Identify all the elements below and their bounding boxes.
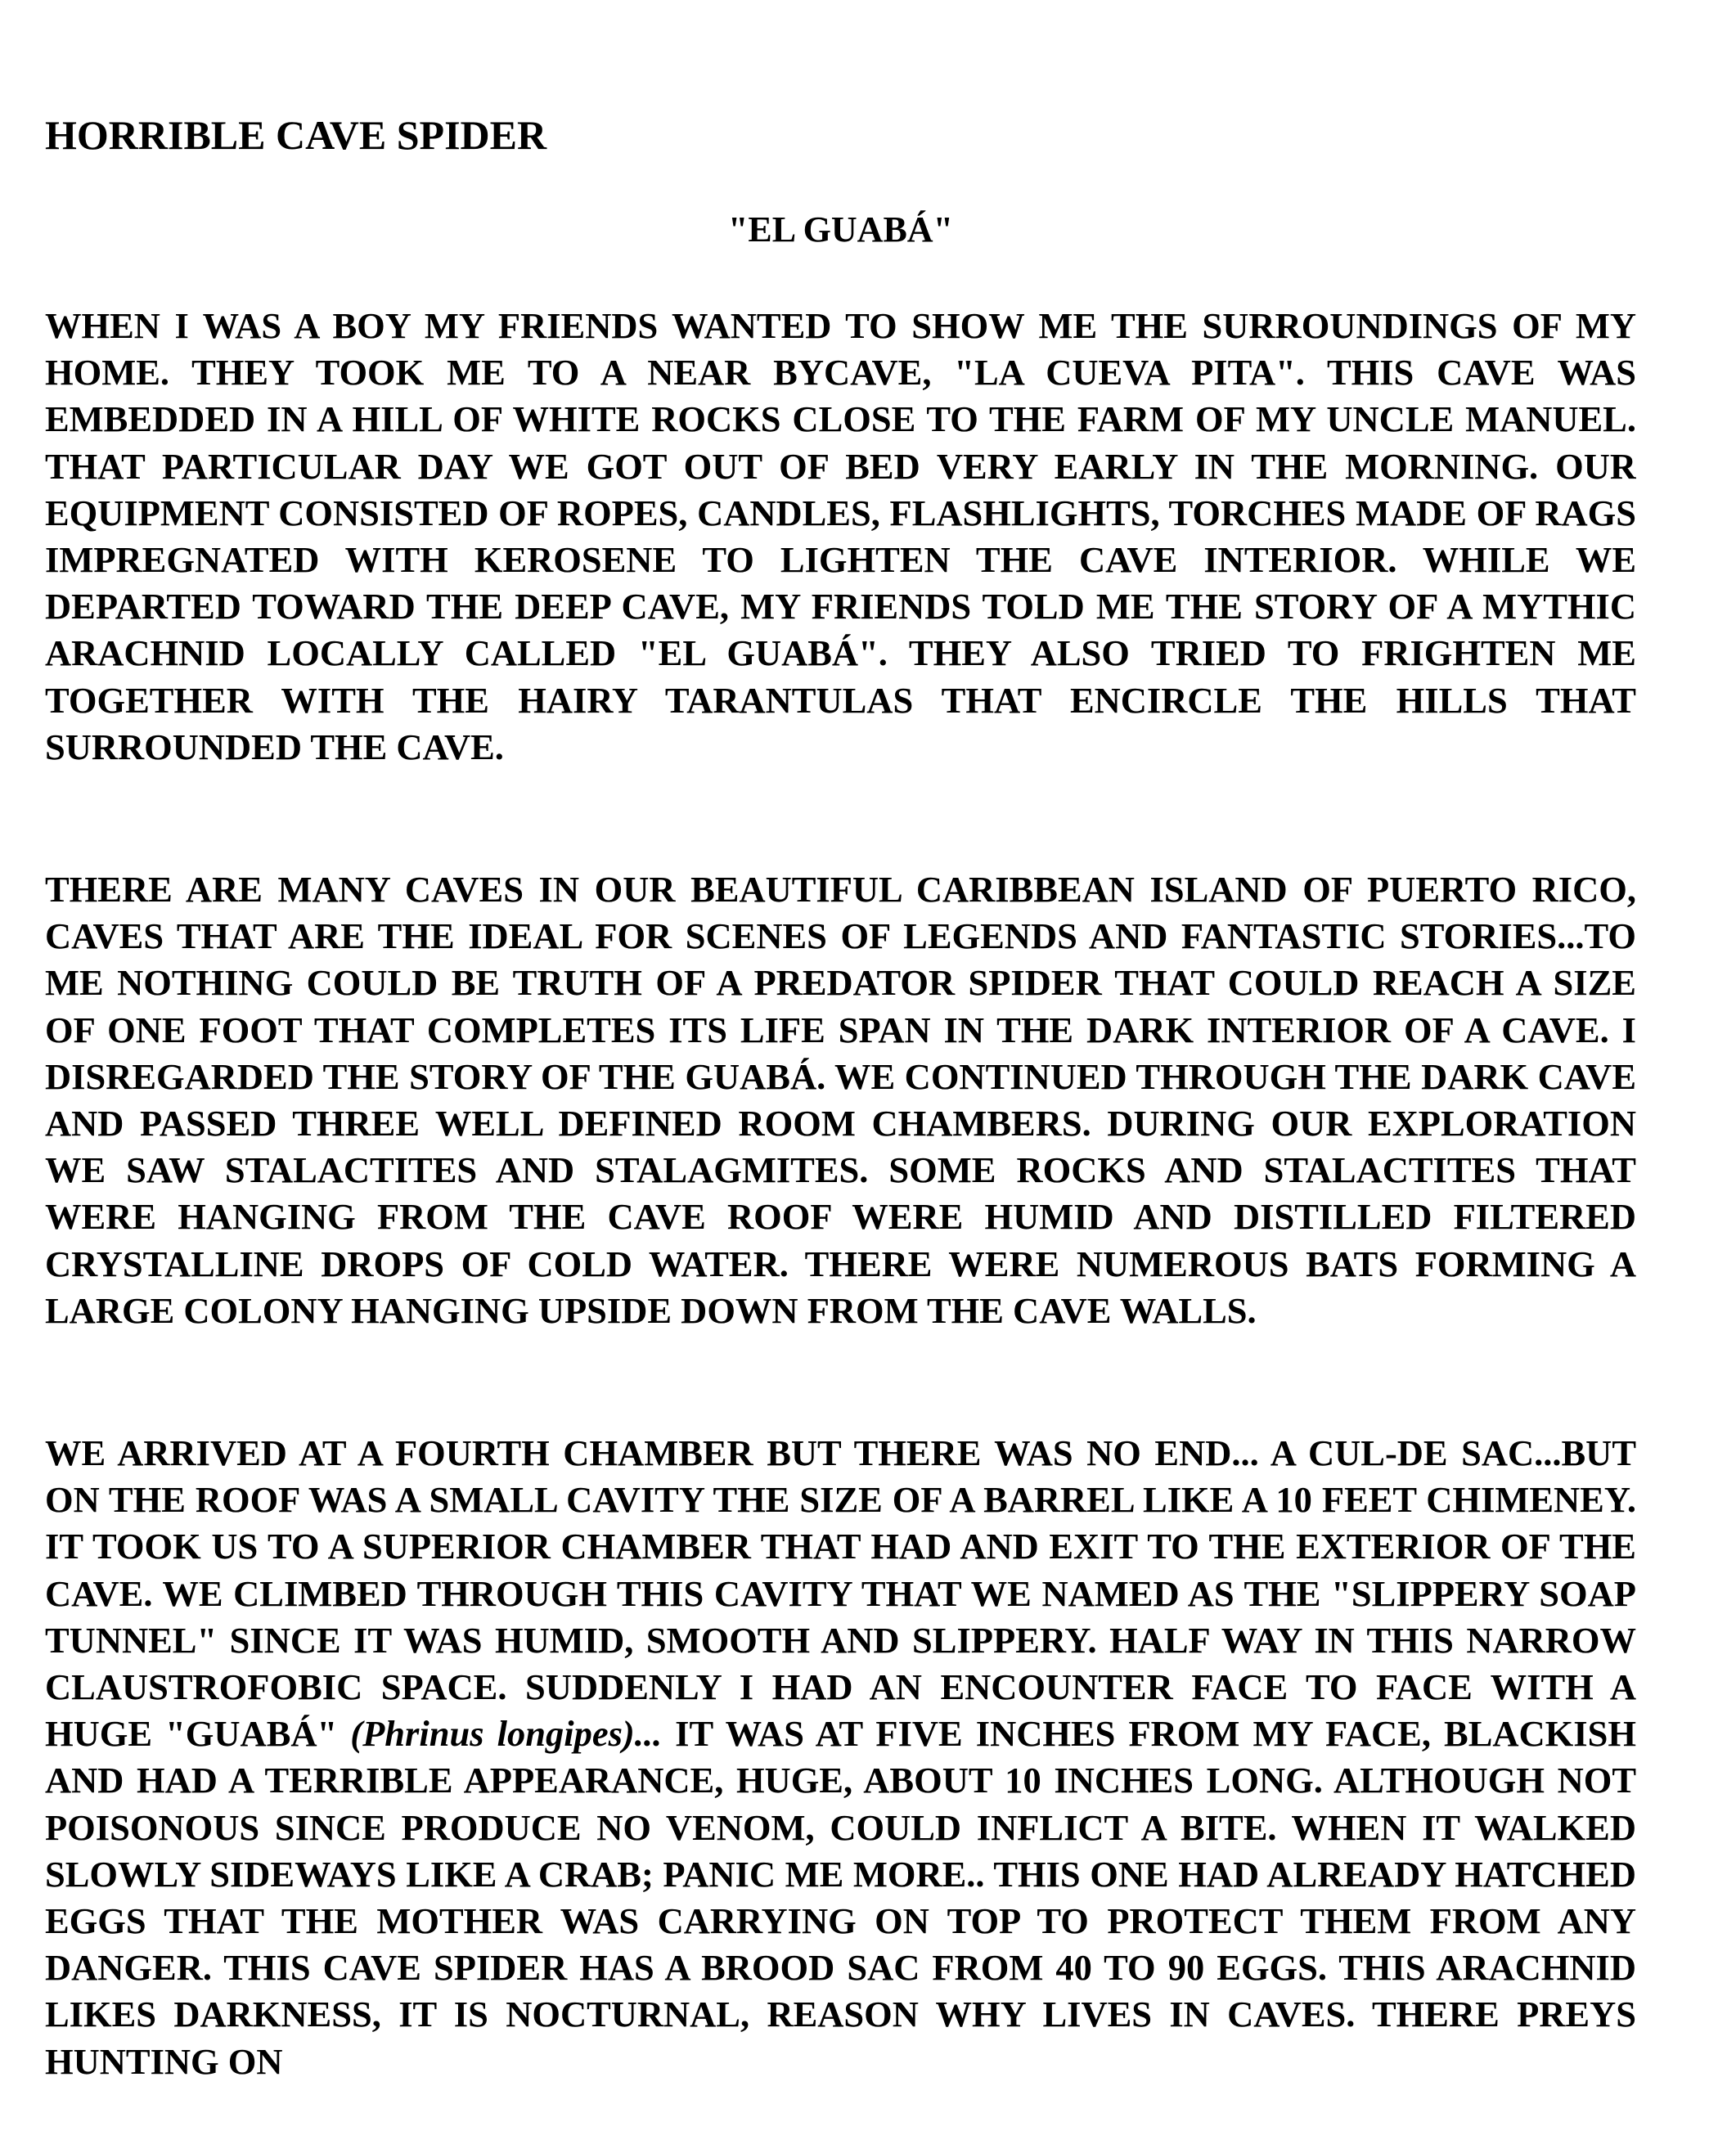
document-title: HORRIBLE CAVE SPIDER (45, 112, 547, 158)
document-subtitle: "EL GUABÁ" (727, 209, 954, 250)
paragraph-3 (45, 1430, 1636, 2085)
scientific-name: (Phrinus longipes)... (350, 1713, 663, 1755)
paragraph-3-text-after: IT WAS AT FIVE INCHES FROM MY FACE, BLACKISH AND HAD A TERRIBLE APPEARANCE, HUGE, ABOUT 10 INCHES LONG. ALTHOUGH NOT POISONOUS SINCE PRODUCE NO VENOM, COULD INFLICT A BITE. WHEN IT WALKED SLOWLY SIDEWAYS LIKE A CRAB; PANIC ME MORE.. THIS ONE HAD ALREADY HATCHED EGGS THAT THE MOTHER WAS CARRYING ON TOP TO PROTECT THEM FROM ANY DANGER. THIS CAVE SPIDER HAS A BROOD SAC FROM 40 TO 90 EGGS. THIS ARACHNID LIKES DARKNESS, IT IS NOCTURNAL, REASON WHY LIVES IN CAVES. THERE PREYS HUNTING ON (45, 1713, 1636, 2082)
paragraph-1: WHEN I WAS A BOY MY FRIENDS WANTED TO SHOW ME THE SURROUNDINGS OF MY HOME. THEY TOOK ME TO A NEAR BYCAVE, "LA CUEVA PITA". THIS CAVE WAS EMBEDDED IN A HILL OF WHITE ROCKS CLOSE TO THE FARM OF MY UNCLE MANUEL. THAT PARTICULAR DAY WE GOT OUT OF BED VERY EARLY IN THE MORNING. OUR EQUIPMENT CONSISTED OF ROPES, CANDLES, FLASHLIGHTS, TORCHES MADE OF RAGS IMPREGNATED WITH KEROSENE TO LIGHTEN THE CAVE INTERIOR. WHILE WE DEPARTED TOWARD THE DEEP CAVE, MY FRIENDS TOLD ME THE STORY OF A MYTHIC ARACHNID LOCALLY CALLED "EL GUABÁ". THEY ALSO TRIED TO FRIGHTEN ME TOGETHER WITH THE HAIRY TARANTULAS THAT ENCIRCLE THE HILLS THAT SURROUNDED THE CAVE. (45, 305, 1636, 767)
paragraph-2: THERE ARE MANY CAVES IN OUR BEAUTIFUL CARIBBEAN ISLAND OF PUERTO RICO, CAVES THAT ARE THE IDEAL FOR SCENES OF LEGENDS AND FANTASTIC STORIES...TO ME NOTHING COULD BE TRUTH OF A PREDATOR SPIDER THAT COULD REACH A SIZE OF ONE FOOT THAT COMPLETES ITS LIFE SPAN IN THE DARK INTERIOR OF A CAVE. I DISREGARDED THE STORY OF THE GUABÁ. WE CONTINUED THROUGH THE DARK CAVE AND PASSED THREE WELL DEFINED ROOM CHAMBERS. DURING OUR EXPLORATION WE SAW STALACTITES AND STALAGMITES. SOME ROCKS AND STALACTITES THAT WERE HANGING FROM THE CAVE ROOF WERE HUMID AND DISTILLED FILTERED CRYSTALLINE DROPS OF COLD WATER. THERE WERE NUMEROUS BATS FORMING A LARGE COLONY HANGING UPSIDE DOWN FROM THE CAVE WALLS. (45, 869, 1636, 1331)
paragraph-3-text-before: WE ARRIVED AT A FOURTH CHAMBER BUT THERE WAS NO END... A CUL-DE SAC...BUT ON THE ROOF WAS A SMALL CAVITY THE SIZE OF A BARREL LIKE A 10 FEET CHIMENEY. IT TOOK US TO A SUPERIOR CHAMBER THAT HAD AND EXIT TO THE EXTERIOR OF THE CAVE. WE CLIMBED THROUGH THIS CAVITY THAT WE NAMED AS THE "SLIPPERY SOAP TUNNEL" SINCE IT WAS HUMID, SMOOTH AND SLIPPERY. HALF WAY IN THIS NARROW CLAUSTROFOBIC SPACE. SUDDENLY I HAD AN ENCOUNTER FACE TO FACE WITH A HUGE "GUABÁ" (45, 1432, 1636, 1755)
document-page (45, 0, 1636, 2149)
